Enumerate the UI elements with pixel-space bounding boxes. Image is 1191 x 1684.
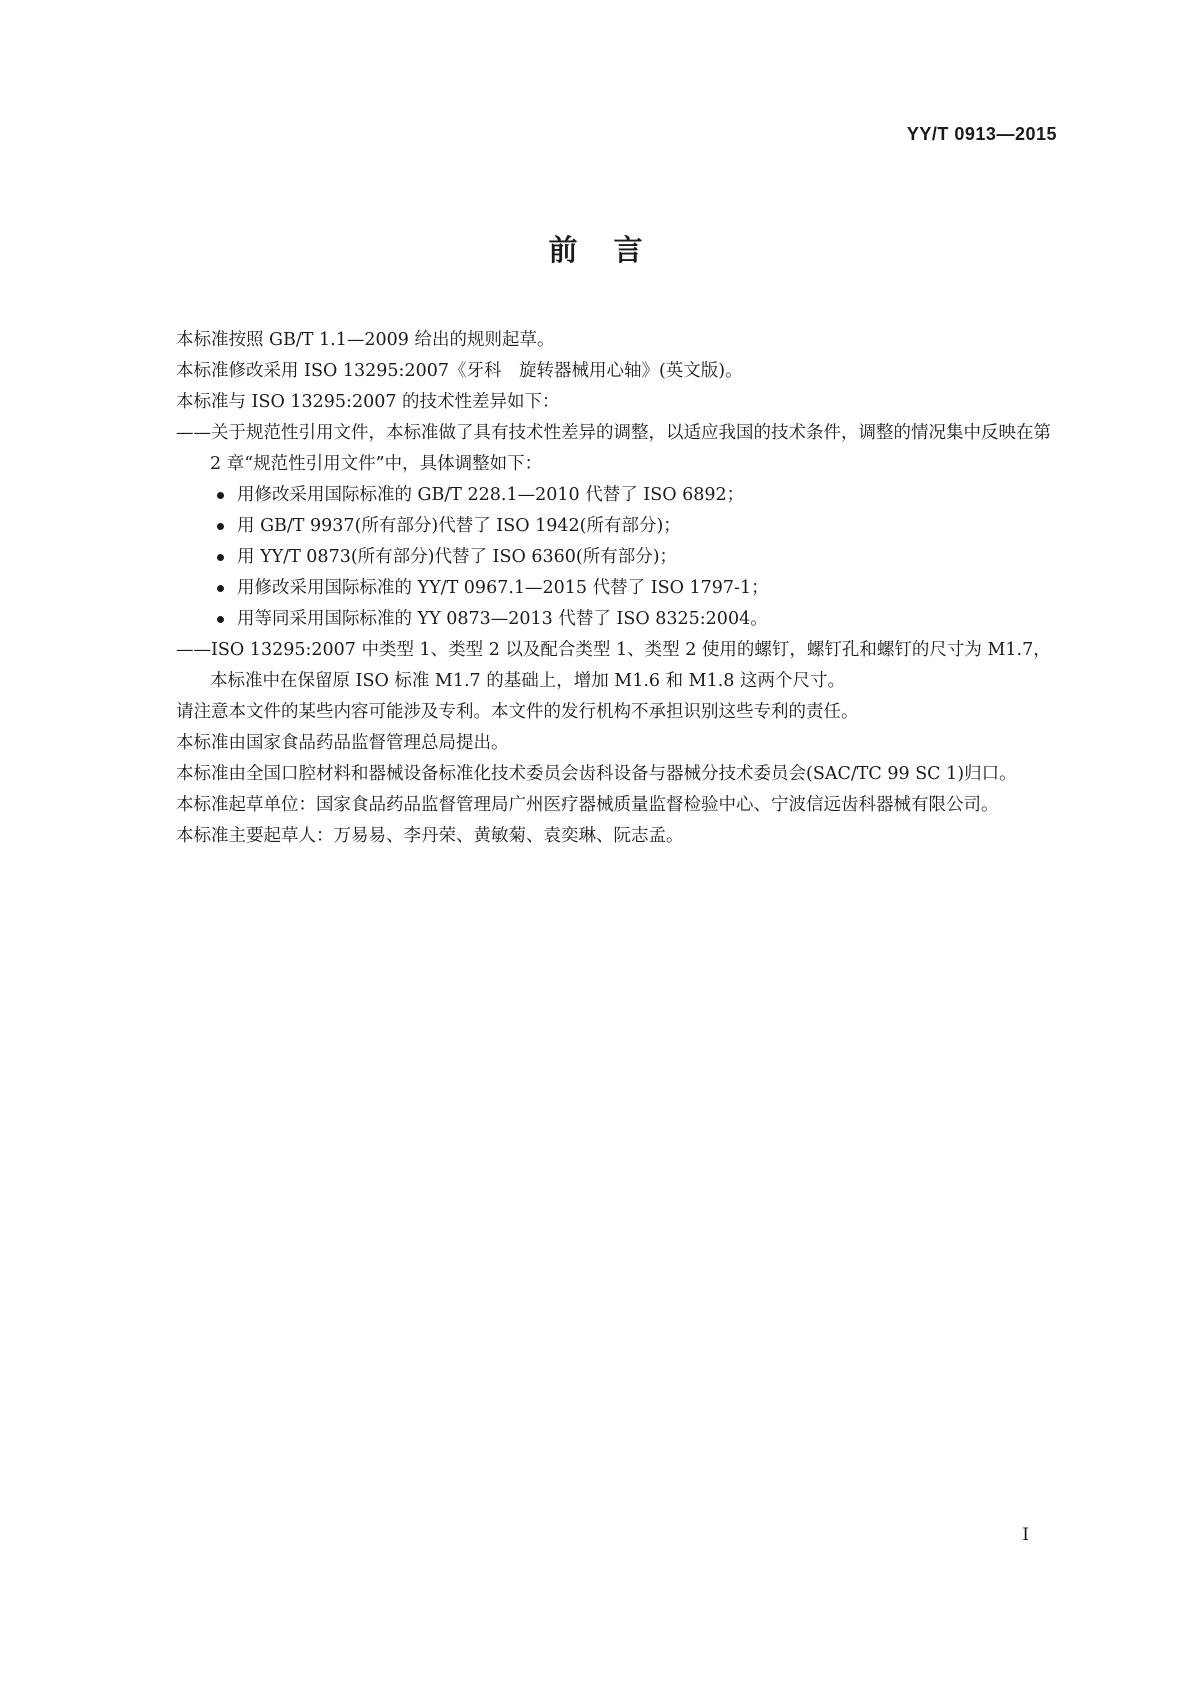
bullet-icon — [217, 523, 224, 530]
paragraph-adoption: 本标准修改采用 ISO 13295:2007《牙科 旋转器械用心轴》(英文版)。 — [176, 361, 743, 381]
standard-code: YY/T 0913—2015 — [906, 124, 1057, 144]
list-item — [134, 511, 1054, 542]
page-title: 前言 — [548, 233, 679, 267]
bullet-icon — [217, 585, 224, 592]
paragraph-drafters: 本标准主要起草人：万易易、李丹荣、黄敏菊、袁奕琳、阮志孟。 — [176, 826, 684, 846]
paragraph-drafting-units: 本标准起草单位：国家食品药品监督管理局广州医疗器械质量监督检验中心、宁波信远齿科器械有限公司。 — [176, 795, 999, 815]
bullet-icon — [217, 492, 224, 499]
bullet-icon — [217, 554, 224, 561]
paragraph-drafting-rules: 本标准按照 GB/T 1.1—2009 给出的规则起草。 — [176, 330, 555, 350]
paragraph-proposer: 本标准由国家食品药品监督管理总局提出。 — [176, 733, 509, 753]
list-item — [134, 573, 1054, 604]
list-item-text: 用 YY/T 0873(所有部分)代替了 ISO 6360(所有部分)； — [237, 547, 678, 567]
dash-item-normative-references: ——关于规范性引用文件，本标准做了具有技术性差异的调整，以适应我国的技术条件，调整的情况集中反映在第 2 章“规范性引用文件”中，具体调整如下： — [176, 423, 1051, 474]
paragraph-differences-intro: 本标准与 ISO 13295:2007 的技术性差异如下： — [176, 392, 560, 412]
document-body — [134, 325, 1054, 852]
bullet-icon — [217, 616, 224, 623]
bullet-list — [134, 480, 1054, 635]
list-item — [134, 604, 1054, 635]
list-item — [134, 542, 1054, 573]
list-item-text: 用等同采用国际标准的 YY 0873—2013 代替了 ISO 8325:2004。 — [237, 609, 768, 629]
list-item — [134, 480, 1054, 511]
paragraph-patent-notice: 请注意本文件的某些内容可能涉及专利。本文件的发行机构不承担识别这些专利的责任。 — [176, 702, 859, 722]
dash-item-screw-sizes: ——ISO 13295:2007 中类型 1、类型 2 以及配合类型 1、类型 2 使用的螺钉，螺钉孔和螺钉的尺寸为 M1.7，本标准中在保留原 ISO 标准 M1.7 的基础上，增加 M1.6 和 M1.8 这两个尺寸。 — [176, 640, 1051, 691]
list-item-text: 用修改采用国际标准的 GB/T 228.1—2010 代替了 ISO 6892； — [237, 485, 745, 505]
page-number: I — [1022, 1525, 1029, 1545]
paragraph-technical-committee: 本标准由全国口腔材料和器械设备标准化技术委员会齿科设备与器械分技术委员会(SAC/TC 99 SC 1)归口。 — [176, 764, 1017, 784]
list-item-text: 用 GB/T 9937(所有部分)代替了 ISO 1942(所有部分)； — [237, 516, 681, 536]
list-item-text: 用修改采用国际标准的 YY/T 0967.1—2015 代替了 ISO 1797-1； — [237, 578, 769, 598]
